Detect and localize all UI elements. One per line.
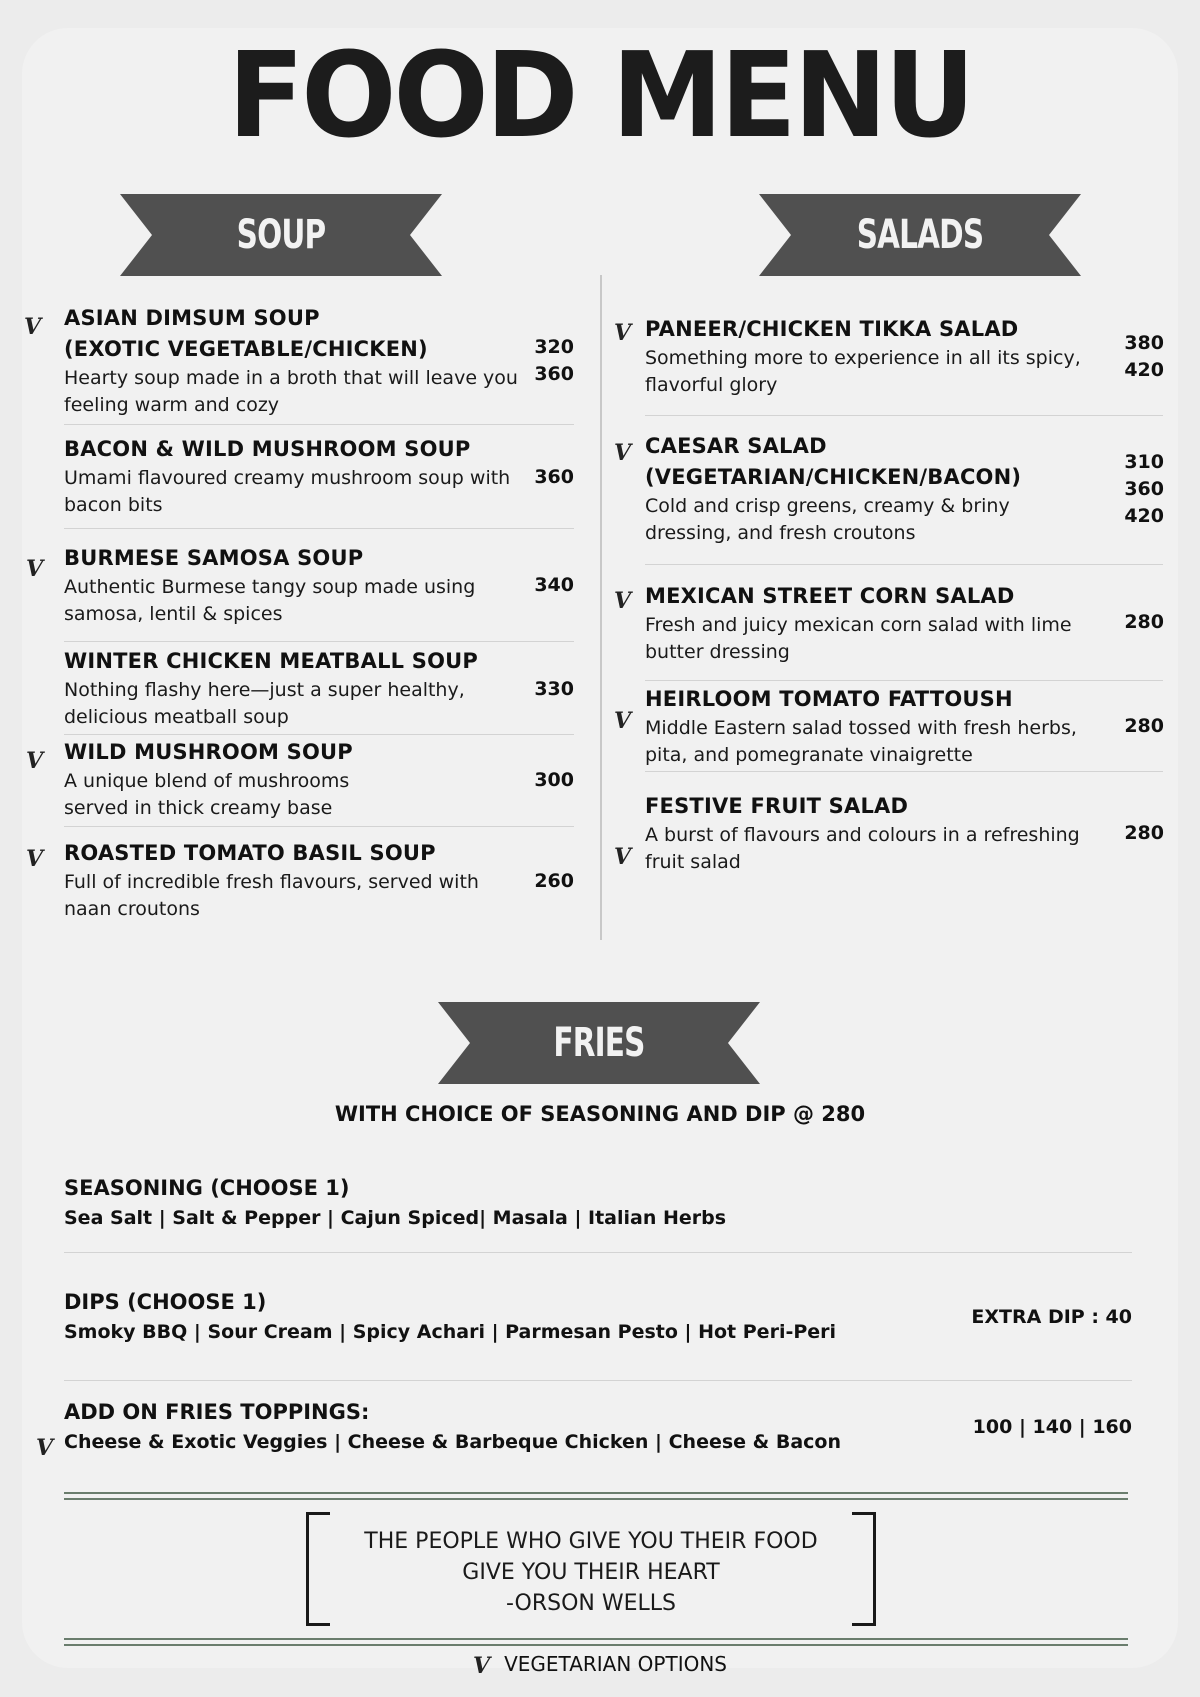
fries-banner-label: FRIES [553, 1020, 645, 1066]
toppings-title: ADD ON FRIES TOPPINGS: [64, 1400, 370, 1424]
soup-item-name: ASIAN DIMSUM SOUP (EXOTIC VEGETABLE/CHICKEN) [64, 306, 428, 361]
double-rule-top [64, 1498, 1128, 1500]
soup-item-desc: Authentic Burmese tangy soup made using samosa, lentil & spices [64, 576, 476, 625]
salad-item-name: FESTIVE FRUIT SALAD [645, 794, 909, 818]
quote-text: THE PEOPLE WHO GIVE YOU THEIR FOOD GIVE YOU THEIR HEART -ORSON WELLS [364, 1529, 818, 1616]
item-separator [64, 641, 574, 642]
salad-item-desc: A burst of flavours and colours in a refreshing fruit salad [645, 824, 1080, 873]
soup-item-name: ROASTED TOMATO BASIL SOUP [64, 841, 436, 865]
soup-item-name: BURMESE SAMOSA SOUP [64, 546, 364, 570]
item-separator [645, 771, 1163, 772]
veg-icon: V [614, 588, 632, 614]
veg-icon: V [614, 844, 632, 870]
toppings-list: Cheese & Exotic Veggies | Cheese & Barbeque Chicken | Cheese & Bacon [64, 1431, 841, 1453]
salad-item [645, 431, 1095, 547]
double-rule-bottom [64, 1644, 1128, 1646]
dips-list: Smoky BBQ | Sour Cream | Spicy Achari | Parmesan Pesto | Hot Peri-Peri [64, 1321, 837, 1343]
salad-item-desc: Cold and crisp greens, creamy & briny dressing, and fresh croutons [645, 495, 1010, 544]
legend [0, 1652, 1200, 1679]
quote-box [306, 1512, 876, 1626]
soup-item-desc: Hearty soup made in a broth that will leave you feeling warm and cozy [64, 367, 518, 416]
salad-item-price: 310 360 420 [1124, 451, 1164, 527]
soup-item-desc: Full of incredible fresh flavours, served with naan croutons [64, 871, 479, 920]
soup-item-desc: Nothing flashy here—just a super healthy, delicious meatball soup [64, 679, 465, 728]
salad-item-name: PANEER/CHICKEN TIKKA SALAD [645, 317, 1019, 341]
salad-item-price: 280 [1124, 715, 1164, 737]
toppings-price: 100 | 140 | 160 [972, 1416, 1132, 1438]
column-divider [600, 275, 602, 940]
veg-icon: V [26, 556, 44, 582]
dips-title: DIPS (CHOOSE 1) [64, 1290, 267, 1314]
soup-item-price: 300 [534, 769, 574, 791]
salad-item-desc: Fresh and juicy mexican corn salad with lime butter dressing [645, 614, 1072, 663]
item-separator [64, 826, 574, 827]
soup-item [64, 646, 524, 731]
soup-item [64, 737, 524, 822]
salad-item-price: 280 [1124, 611, 1164, 633]
salads-banner [759, 194, 1081, 276]
item-separator [64, 424, 574, 425]
fries-separator [64, 1380, 1132, 1381]
extra-dip-price: EXTRA DIP : 40 [971, 1306, 1132, 1328]
veg-icon: V [26, 748, 44, 774]
fries-separator [64, 1252, 1132, 1253]
salad-item-price: 380 420 [1124, 332, 1164, 381]
veg-icon: V [36, 1435, 54, 1461]
soup-item-price: 360 [534, 466, 574, 488]
veg-icon: V [614, 320, 632, 346]
salad-item-name: CAESAR SALAD (VEGETARIAN/CHICKEN/BACON) [645, 434, 1022, 489]
salad-item-price: 280 [1124, 822, 1164, 844]
fries-subtitle: WITH CHOICE OF SEASONING AND DIP @ 280 [334, 1102, 866, 1126]
soup-item-name: WILD MUSHROOM SOUP [64, 740, 353, 764]
salad-item [645, 791, 1105, 876]
fries-banner [438, 1002, 760, 1084]
salad-item-desc: Middle Eastern salad tossed with fresh herbs, pita, and pomegranate vinaigrette [645, 717, 1077, 766]
salad-item-name: HEIRLOOM TOMATO FATTOUSH [645, 687, 1013, 711]
soup-item [64, 543, 524, 628]
soup-item-price: 320 360 [534, 336, 574, 385]
veg-icon: V [614, 440, 632, 466]
soup-item-price: 330 [534, 678, 574, 700]
veg-icon: V [614, 708, 632, 734]
legend-label: VEGETARIAN OPTIONS [504, 1652, 727, 1676]
soup-banner-label: SOUP [236, 212, 326, 258]
item-separator [645, 564, 1163, 565]
soup-item-desc: A unique blend of mushrooms served in thick creamy base [64, 770, 350, 819]
salads-banner-label: SALADS [856, 212, 984, 258]
menu-title: FOOD MENU [227, 27, 973, 165]
soup-banner [120, 194, 442, 276]
soup-item [64, 838, 524, 923]
item-separator [645, 415, 1163, 416]
item-separator [64, 528, 574, 529]
veg-icon: V [26, 846, 44, 872]
soup-item [64, 303, 524, 419]
item-separator [645, 680, 1163, 681]
soup-item-price: 260 [534, 870, 574, 892]
veg-icon: V [24, 314, 42, 340]
item-separator [64, 734, 574, 735]
double-rule-top [64, 1492, 1128, 1494]
salad-item [645, 314, 1105, 399]
salad-item [645, 581, 1105, 666]
soup-item-desc: Umami flavoured creamy mushroom soup with bacon bits [64, 467, 511, 516]
salad-item-name: MEXICAN STREET CORN SALAD [645, 584, 1015, 608]
soup-item-name: BACON & WILD MUSHROOM SOUP [64, 437, 471, 461]
seasoning-list: Sea Salt | Salt & Pepper | Cajun Spiced| Masala | Italian Herbs [64, 1207, 727, 1229]
salad-item [645, 684, 1105, 769]
soup-item-price: 340 [534, 574, 574, 596]
seasoning-title: SEASONING (CHOOSE 1) [64, 1176, 350, 1200]
salad-item-desc: Something more to experience in all its spicy, flavorful glory [645, 347, 1081, 396]
soup-item-name: WINTER CHICKEN MEATBALL SOUP [64, 649, 478, 673]
double-rule-bottom [64, 1638, 1128, 1640]
soup-item [64, 434, 524, 519]
veg-icon: V [473, 1653, 491, 1679]
